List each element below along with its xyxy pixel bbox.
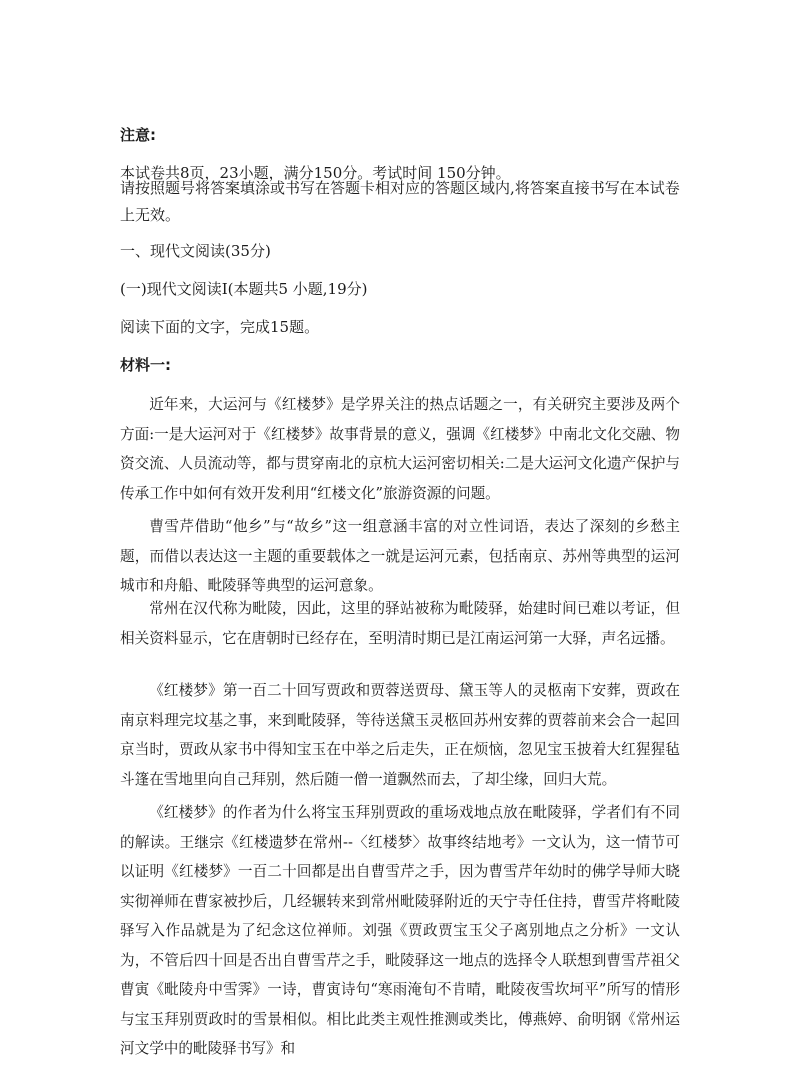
material-paragraph-5: 《红楼梦》的作者为什么将宝玉拜别贾政的重场戏地点放在毗陵驿，学者们有不同的解读。王继宗《红楼遗梦在常州--〈红楼梦〉故事终结地考》一文认为，这一情节可以证明《红楼梦》一百二十回都是出自曹雪芹之手，因为曹雪芹年幼时的佛学导师大晓实彻禅师在曹家被抄后，几经辗转来到常州毗陵驿附近的天宁寺任住持，曹雪芹将毗陵驿写入作品就是为了纪念这位禅师。刘强《贾政贾宝玉父子离别地点之分析》一文认为，不管后四十回是否出自曹雪芹之手，毗陵驿这一地点的选择令人联想到曹雪芹祖父曹寅《毗陵舟中雪霁》一诗，曹寅诗句“寒雨淹旬不肯晴，毗陵夜雪坎坷平”所写的情形与宝玉拜别贾政时的雪景相似。相比此类主观性推测或类比，傅燕婷、俞明钢《常州运河文学中的毗陵驿书写》和 <box>120 804 680 1057</box>
section-instruction: 阅读下面的文字，完成15题。 <box>120 318 320 336</box>
material-label: 材料一: <box>120 356 171 374</box>
material-paragraph-2: 曹雪芹借助“他乡”与“故乡”这一组意涵丰富的对立性词语，表达了深刻的乡愁主题，而借以表达这一主题的重要载体之一就是运河元素，包括南京、苏州等典型的运河城市和舟船、毗陵驿等典型的运河意象。 <box>120 518 680 594</box>
section-title: 一、现代文阅读(35分) <box>120 242 271 260</box>
material-paragraph-1: 近年来，大运河与《红楼梦》是学界关注的热点话题之一，有关研究主要涉及两个方面:一是大运河对于《红楼梦》故事背景的意义，强调《红楼梦》中南北文化交融、物资交流、人员流动等，都与贯穿南北的京杭大运河密切相关:二是大运河文化遗产保护与传承工作中如何有效开发利用“红楼文化”旅游资源的问题。 <box>120 396 680 502</box>
section-subtitle: (一)现代文阅读I(本题共5 小题,19分) <box>120 280 368 298</box>
material-paragraph-4: 《红楼梦》第一百二十回写贾政和贾蓉送贾母、黛玉等人的灵柩南下安葬，贾政在南京料理完坟基之事，来到毗陵驿，等待送黛玉灵柩回苏州安葬的贾蓉前来会合一起回京当时，贾政从家书中得知宝玉在中举之后走失，正在烦恼，忽见宝玉披着大红猩猩毡斗篷在雪地里向自己拜别，然后随一僧一道飘然而去，了却尘缘，回归大荒。 <box>120 682 680 788</box>
material-paragraph-3: 常州在汉代称为毗陵，因此，这里的驿站被称为毗陵驿，始建时间已难以考证，但相关资料显示，它在唐朝时已经存在，至明清时期已是江南运河第一大驿，声名远播。 <box>120 600 680 647</box>
notice-line-1: 本试卷共8页，23小题，满分150分。考试时间 150分钟。 <box>120 164 511 182</box>
notice-title: 注意: <box>120 126 156 144</box>
notice-line-2: 请按照题号将答案填涂或书写在答题卡相对应的答题区域内,将答案直接书写在本试卷上无效。 <box>120 179 680 224</box>
